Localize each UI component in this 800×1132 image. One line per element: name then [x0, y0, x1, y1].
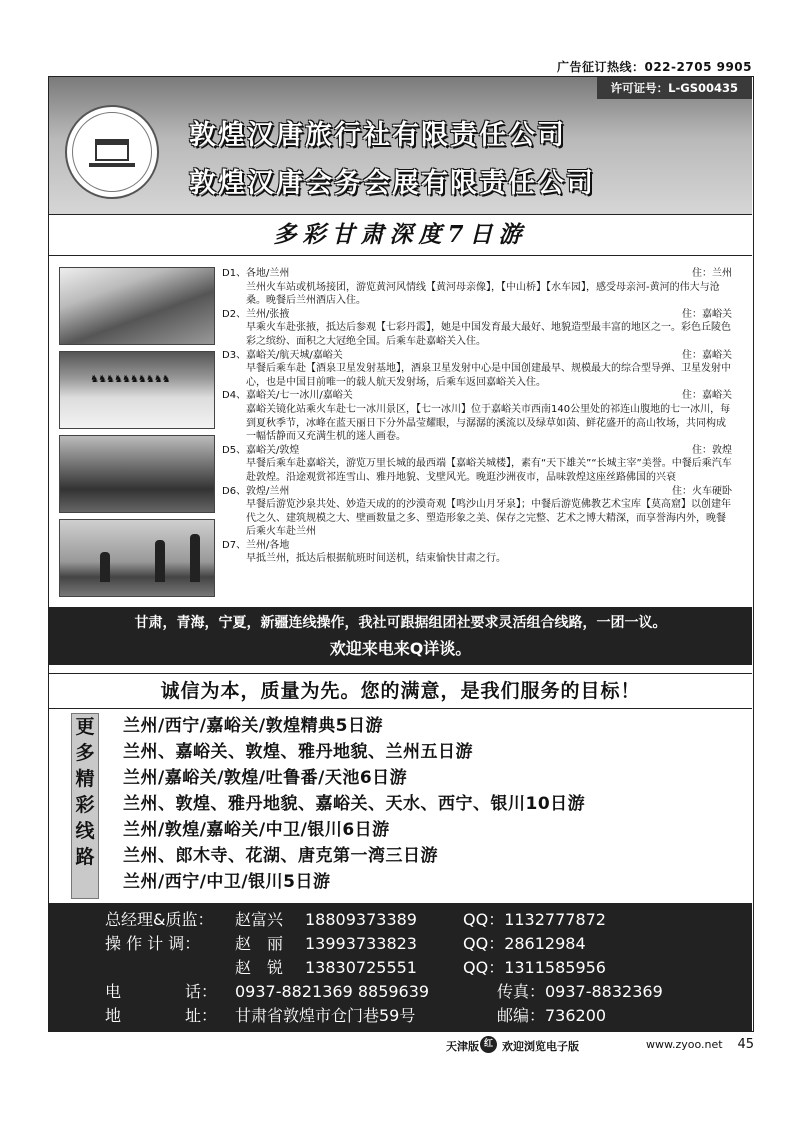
contact-name: 赵 锐 [235, 958, 284, 977]
day-description: 早乘火车赴张掖，抵达后参观【七彩丹霞】，她是中国发育最大最好、地貌造型最丰富的地区之一。彩色丘陵色彩之缤纷、面积之大冠绝全国。后乘车赴嘉峪关入住。 [246, 322, 731, 347]
route-item: 兰州/西宁/中卫/银川5日游 [123, 872, 331, 892]
address-label: 地 址： [105, 1006, 218, 1025]
day-title: D7、兰州/各地 [222, 539, 290, 551]
day-stay: 住：火车硬卧 [672, 485, 732, 497]
publication-logo-icon: 红 [480, 1036, 497, 1053]
edition-label: 天津版 [446, 1040, 479, 1053]
contact-phone: 18809373389 [305, 910, 417, 929]
desert-camel-photo: ♞♞♞♞♞♞♞♞♞♞ [59, 351, 215, 429]
advertisement-frame [48, 76, 754, 1032]
day-description: 早餐后游览沙泉共处、妙造天成的的沙漠奇观【鸣沙山月牙泉】；中餐后游览佛教艺术宝库【莫高窟】以创建年代之久、建筑规模之大、壁画数量之多、塑造形象之美、保存之完整、艺术之博大精深，而享誉海内外，晚餐后乘火车赴兰州 [246, 499, 731, 538]
day-title: D1、各地/兰州 [222, 268, 290, 279]
phone-value: 0937-8821369 8859639 [235, 982, 430, 1001]
welcome-text: 欢迎来电来Q详谈。 [329, 639, 472, 658]
itinerary-day [222, 389, 746, 443]
label-char: 彩 [75, 794, 95, 816]
website-url: www.zyoo.net [646, 1038, 723, 1051]
welcome-text: 欢迎浏览电子版 [502, 1040, 579, 1053]
itinerary-day [222, 444, 746, 485]
day-description: 早抵兰州，抵达后根据航班时间送机，结束愉快甘肃之行。 [246, 553, 506, 565]
more-routes-label [71, 713, 99, 899]
address-value: 甘肃省敦煌市仓门巷59号 [235, 1006, 416, 1025]
day-stay: 住：兰州 [692, 268, 732, 279]
itinerary [222, 267, 746, 566]
page-number: 45 [737, 1037, 754, 1052]
label-char: 精 [75, 768, 95, 790]
day-title: D4、嘉峪关/七一冰川/嘉峪关 [222, 390, 353, 402]
motto: 诚信为本，质量为先。您的满意，是我们服务的目标！ [49, 673, 752, 709]
custom-routes-text: 甘肃，青海，宁夏，新疆连线操作，我社可跟据组团社要求灵活组合线路，一团一议。 [134, 615, 667, 631]
day-description: 嘉峪关镜化站乘火车赴七一冰川景区，【七一冰川】位于嘉峪关市西南140公里处的祁连山腹地的七一冰川，每到夏秋季节，冰峰在蓝天丽日下分外晶莹耀眼，与潺潺的溪流以及绿草如茵、鲜花盛开的高山牧场，共同构成一幅恬静而又充满生机的迷人画卷。 [246, 403, 731, 443]
day-description: 兰州火车站或机场接团，游览黄河风情线【黄河母亲像】，【中山桥】【水车园】，感受母亲河-黄河的伟大与沧桑。晚餐后兰州酒店入住。 [246, 281, 720, 307]
company-name-1: 敦煌汉唐旅行社有限责任公司 [189, 120, 566, 151]
itinerary-day [222, 485, 746, 539]
day-description: 早餐后乘车赴【酒泉卫星发射基地】，酒泉卫星发射中心是中国创建最早、规模最大的综合型导弹、卫星发射中心，也是中国目前唯一的载人航天发射场，后乘车返回嘉峪关入住。 [246, 363, 731, 388]
day-stay: 住：嘉峪关 [682, 308, 732, 320]
phone-label: 电 话： [105, 982, 218, 1001]
route-item: 兰州、郎木寺、花湖、唐克第一湾三日游 [123, 846, 438, 866]
company-banner [49, 77, 752, 214]
day-title: D3、嘉峪关/航天城/嘉峪关 [222, 349, 343, 361]
tour-title: 多彩甘肃深度7日游 [273, 221, 528, 248]
day-stay: 住：嘉峪关 [682, 349, 732, 361]
postcode: 邮编：736200 [497, 1006, 607, 1025]
custom-routes-band [49, 607, 752, 665]
label-char: 线 [75, 820, 95, 842]
day-stay: 住：敦煌 [692, 444, 732, 456]
ad-hotline: 广告征订热线：022-2705 9905 [556, 60, 752, 74]
itinerary-day [222, 349, 746, 390]
pagodas-photo [59, 519, 215, 597]
day-title: D5、嘉峪关/敦煌 [222, 444, 300, 456]
company-emblem-icon [65, 105, 159, 199]
tour-title-bar [49, 214, 752, 256]
contact-phone: 13830725551 [305, 958, 417, 977]
contact-role: 操 作 计 调： [105, 934, 201, 953]
day-stay: 住：嘉峪关 [682, 390, 732, 402]
caves-tree-photo [59, 435, 215, 513]
license-number: 许可证号：L-GS00435 [597, 77, 752, 99]
contact-name: 赵富兴 [235, 910, 284, 929]
day-description: 早餐后乘车赴嘉峪关，游览万里长城的最西端【嘉峪关城楼】，素有“天下雄关”“长城主宰”美誉。中餐后乘汽车赴敦煌。沿途观赏祁连雪山、雅丹地貌、戈壁风光。晚逛沙洲夜市，品味敦煌这座丝路佛国的兴衰 [246, 458, 732, 483]
route-item: 兰州/敦煌/嘉峪关/中卫/银川6日游 [123, 820, 390, 840]
fax: 传真：0937-8832369 [497, 982, 663, 1001]
contact-phone: 13993733823 [305, 934, 417, 953]
route-item: 兰州/西宁/嘉峪关/敦煌精典5日游 [123, 716, 383, 736]
contact-name: 赵 丽 [235, 934, 284, 953]
label-char: 多 [75, 742, 95, 764]
day-title: D6、敦煌/兰州 [222, 485, 290, 497]
route-item: 兰州/嘉峪关/敦煌/吐鲁番/天池6日游 [123, 768, 408, 788]
label-char: 路 [75, 846, 95, 868]
contact-qq: QQ：1311585956 [463, 958, 606, 977]
contact-qq: QQ：28612984 [463, 934, 586, 953]
route-item: 兰州、嘉峪关、敦煌、雅丹地貌、兰州五日游 [123, 742, 473, 762]
grottoes-photo [59, 267, 215, 345]
contact-role: 总经理&质监： [105, 910, 214, 929]
itinerary-day [222, 308, 746, 349]
itinerary-day [222, 267, 746, 308]
company-name-2: 敦煌汉唐会务会展有限责任公司 [189, 168, 595, 199]
day-title: D2、兰州/张掖 [222, 308, 290, 320]
route-item: 兰州、敦煌、雅丹地貌、嘉峪关、天水、西宁、银川10日游 [123, 794, 586, 814]
label-char: 更 [75, 716, 95, 738]
itinerary-day [222, 539, 746, 566]
contact-qq: QQ：1132777872 [463, 910, 606, 929]
contact-panel [49, 903, 752, 1031]
more-routes-list [123, 713, 585, 895]
